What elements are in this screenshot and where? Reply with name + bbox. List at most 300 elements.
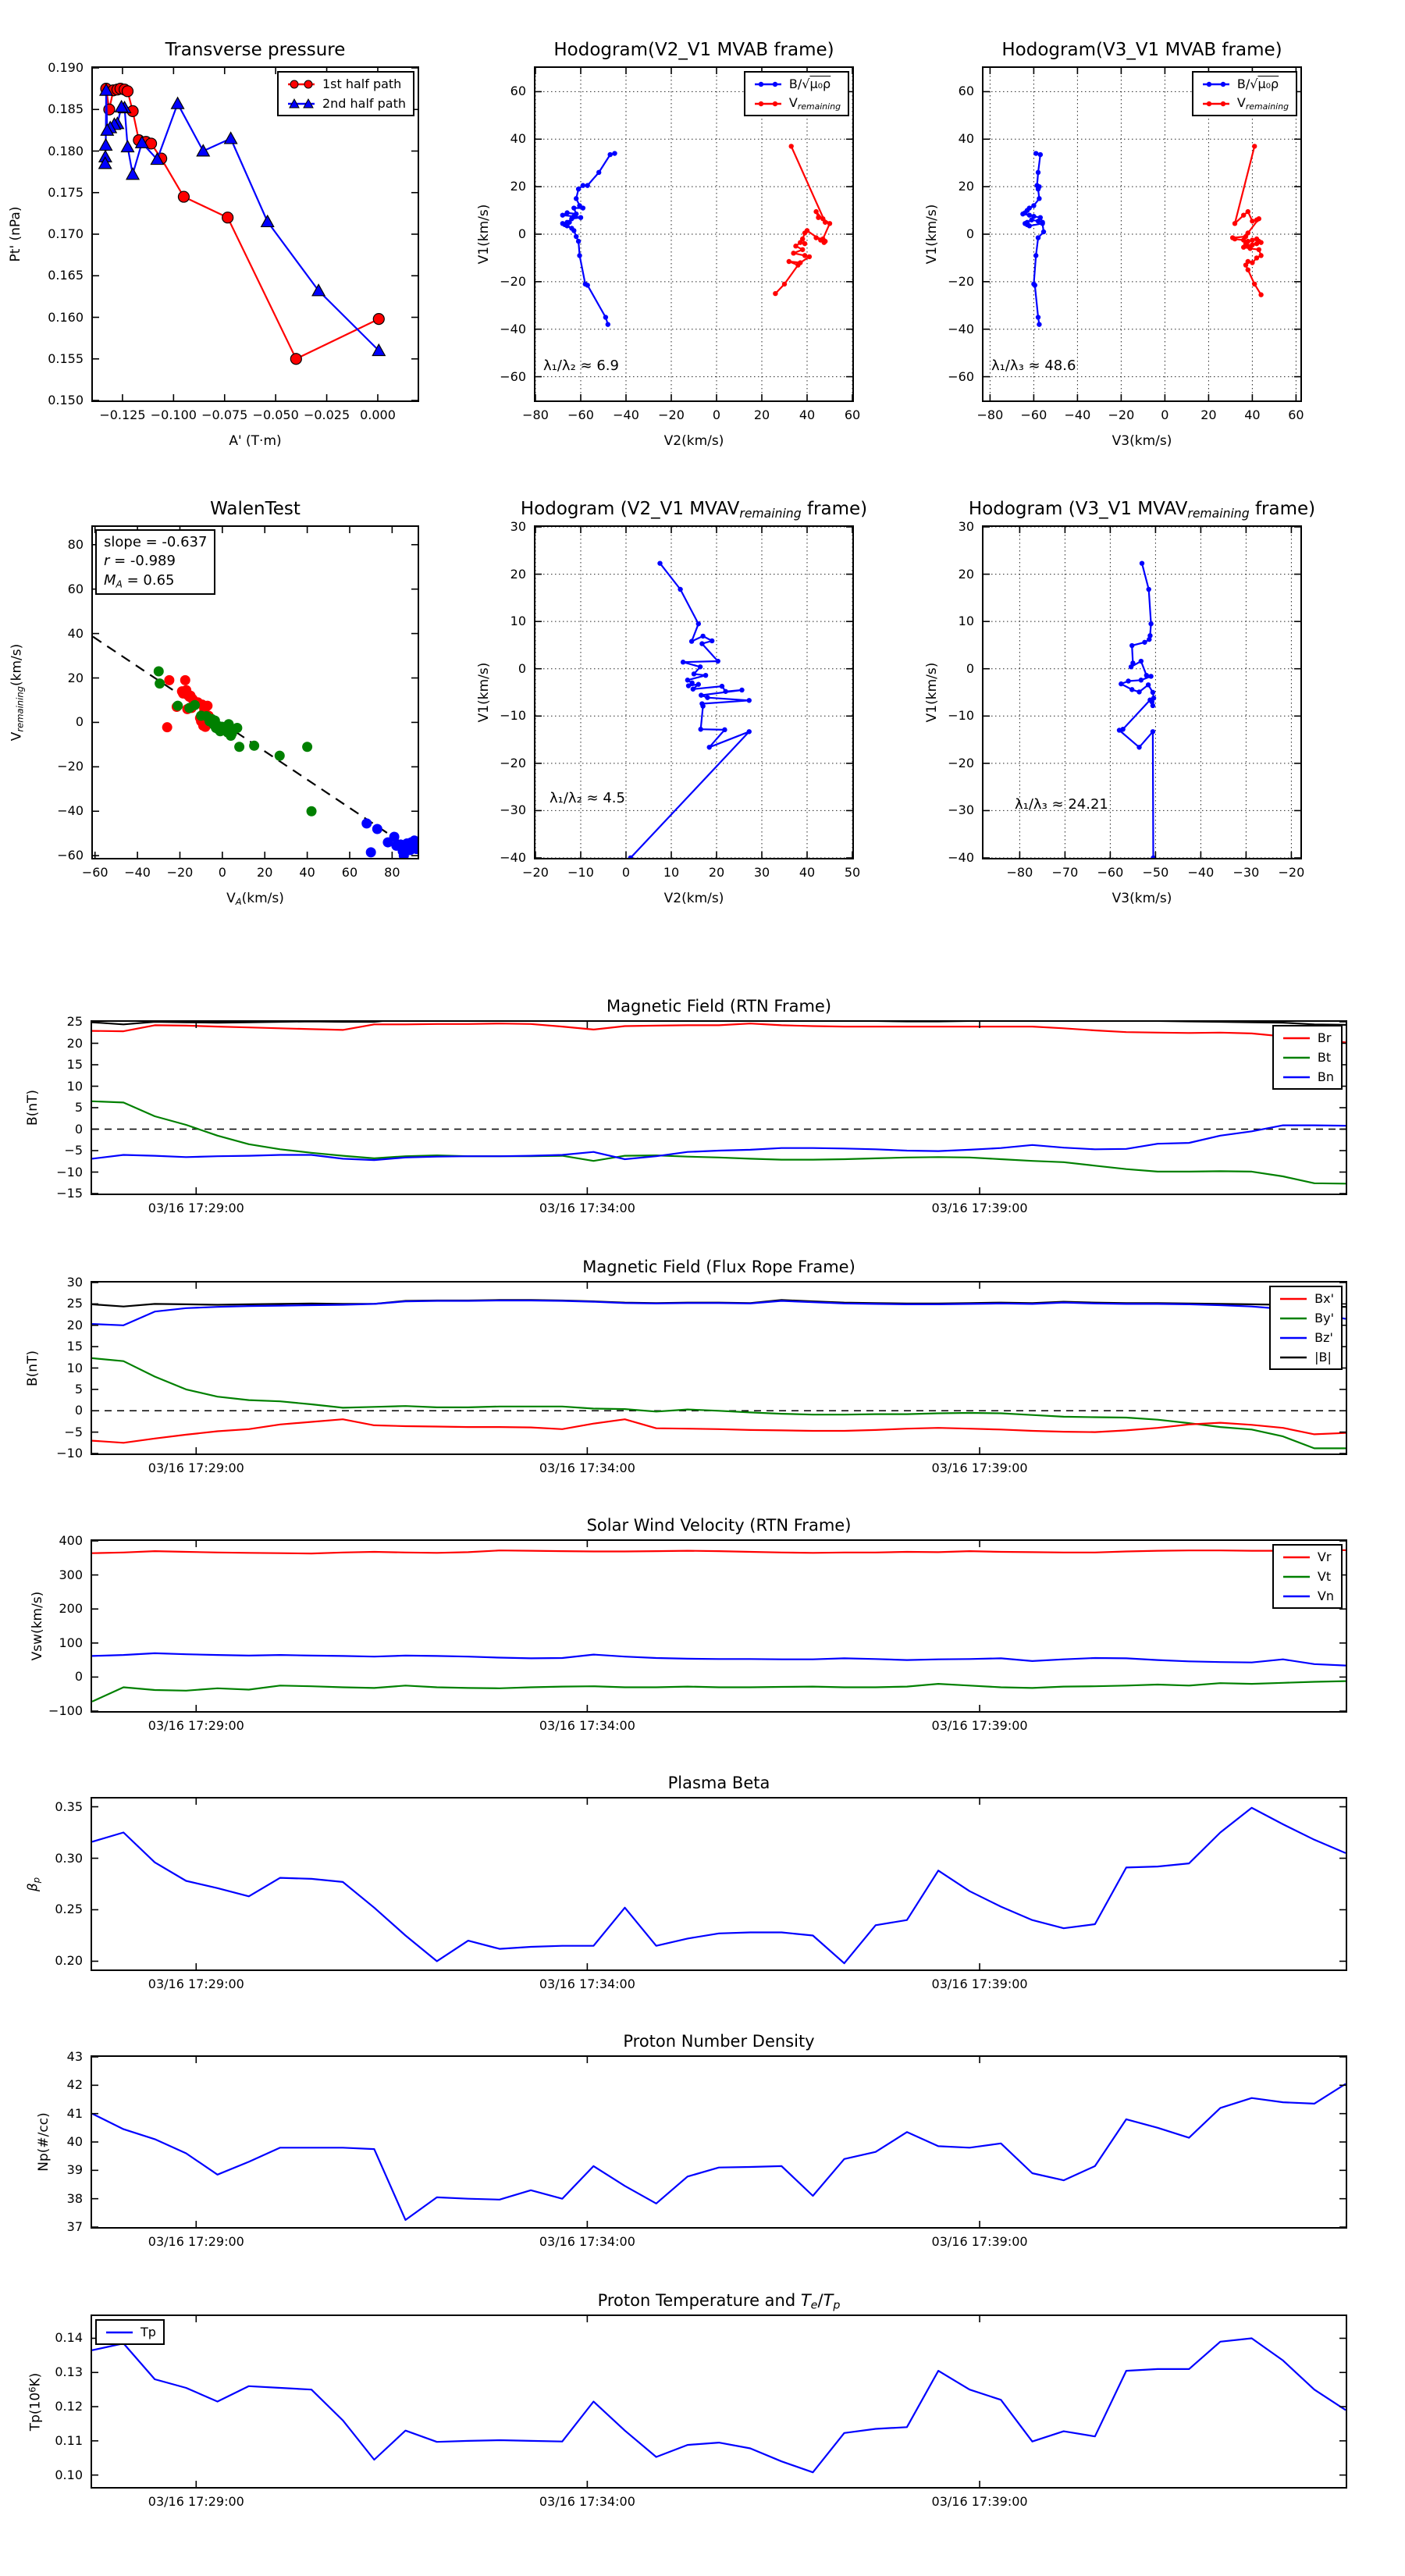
- x-tick-label: 03/16 17:29:00: [148, 2234, 244, 2249]
- y-tick-label: 37: [66, 2219, 83, 2234]
- x-tick-label: 03/16 17:39:00: [931, 2234, 1028, 2249]
- plot-magnetic-field-flux-rope: [92, 1283, 1346, 1453]
- legend-hodogram-v3v1-mvab: [1192, 71, 1297, 116]
- x-tick-label: −20: [1108, 407, 1135, 422]
- legend-sample: [1281, 1070, 1312, 1084]
- text-segment: μ₀ρ: [809, 76, 831, 91]
- y-tick-label: 0.180: [48, 143, 84, 158]
- y-tick-label: −40: [500, 321, 526, 336]
- y-tick-label: 42: [66, 2077, 83, 2093]
- y-tick-label: 0.160: [48, 309, 84, 325]
- text-segment: A: [116, 578, 123, 590]
- y-axis-label-hodogram-v3v1-mvab: V1(km/s): [924, 204, 940, 265]
- legend-item: [104, 2322, 156, 2342]
- y-tick-label: 0.11: [55, 2432, 83, 2448]
- y-tick-label: −20: [948, 273, 974, 289]
- legend-sample: [1200, 77, 1232, 91]
- x-tick-label: 03/16 17:34:00: [539, 1976, 635, 1991]
- y-tick-label: −20: [500, 273, 526, 289]
- x-tick-label: 30: [753, 865, 770, 880]
- legend-item: [752, 74, 841, 94]
- y-tick-label: 0.25: [55, 1902, 83, 1917]
- text-segment: 6: [27, 2386, 38, 2393]
- y-tick-label: 0.20: [55, 1953, 83, 1969]
- legend-sample: [1278, 1311, 1309, 1325]
- x-tick-label: −80: [522, 407, 549, 422]
- text-segment: μ₀ρ: [1257, 76, 1279, 91]
- x-tick-label: 03/16 17:34:00: [539, 2234, 635, 2249]
- x-tick-label: −30: [1232, 865, 1260, 880]
- y-tick-label: −60: [948, 368, 974, 384]
- legend-item: [1281, 1028, 1334, 1048]
- text-segment: r: [104, 553, 110, 570]
- legend-item: [286, 74, 406, 94]
- y-tick-label: 15: [66, 1339, 83, 1354]
- series-tp: [92, 2339, 1346, 2473]
- legend-sample: [286, 97, 317, 111]
- y-tick-label: −40: [500, 850, 526, 865]
- x-tick-label: −0.075: [201, 407, 248, 422]
- series-v-path: [631, 564, 749, 858]
- x-tick-label: 03/16 17:39:00: [931, 1461, 1028, 1475]
- x-tick-label: −0.125: [99, 407, 146, 422]
- y-tick-label: 15: [66, 1057, 83, 1072]
- text-segment: A: [235, 896, 242, 908]
- x-tick-label: 03/16 17:34:00: [539, 1461, 635, 1475]
- y-tick-label: 60: [510, 84, 526, 99]
- x-tick-label: 10: [663, 865, 680, 880]
- legend-label: [789, 95, 841, 112]
- y-tick-label: 0.175: [48, 184, 84, 200]
- title-magnetic-field-rtn: Magnetic Field (RTN Frame): [606, 997, 832, 1016]
- x-tick-label: 03/16 17:39:00: [931, 1718, 1028, 1733]
- y-tick-label: −10: [56, 1164, 83, 1179]
- y-tick-label: 10: [510, 614, 526, 629]
- y-tick-label: 80: [67, 536, 84, 552]
- text-segment: β: [25, 1882, 41, 1891]
- text-segment: /: [817, 2291, 823, 2310]
- legend-label: 1st half path: [322, 76, 402, 91]
- legend-sample: [1281, 1031, 1312, 1045]
- legend-sample: [752, 97, 784, 111]
- text-segment: Proton Temperature and: [597, 2291, 801, 2310]
- text-segment: Tp(10: [27, 2392, 44, 2431]
- axes-hodogram-v2v1-mvab: [534, 66, 854, 402]
- x-tick-label: 50: [844, 865, 861, 880]
- y-tick-label: 40: [67, 625, 84, 641]
- series-b-field-path: [1023, 154, 1044, 325]
- legend-sample: [1281, 1051, 1312, 1065]
- legend-solar-wind-velocity: [1272, 1544, 1343, 1609]
- text-segment: Hodogram (V3_V1 MVAV: [968, 499, 1188, 519]
- x-tick-label: 40: [799, 865, 816, 880]
- x-tick-label: −0.050: [252, 407, 299, 422]
- legend-label: [1237, 76, 1279, 91]
- text-segment: p: [30, 1877, 42, 1883]
- y-tick-label: 100: [59, 1635, 83, 1650]
- text-segment: V: [9, 731, 25, 742]
- stats-box: [95, 529, 215, 595]
- title-proton-temperature: [28, 2291, 1405, 2312]
- legend-proton-temperature: [95, 2319, 165, 2345]
- title-walen-test: WalenTest: [210, 499, 301, 519]
- plot-magnetic-field-rtn: [92, 1022, 1346, 1194]
- y-tick-label: 30: [958, 519, 974, 534]
- y-axis-label-proton-temperature: [27, 2372, 43, 2431]
- x-tick-label: −50: [1142, 865, 1169, 880]
- legend-item: [286, 94, 406, 113]
- y-tick-label: −10: [948, 708, 974, 724]
- series-b-field-path: [563, 154, 615, 325]
- legend-label: Bz': [1314, 1330, 1333, 1345]
- text-segment: = -0.989: [109, 553, 176, 570]
- text-segment: V: [1236, 95, 1246, 111]
- title-hodogram-v3v1-mvav: [919, 499, 1364, 521]
- text-segment: M: [104, 571, 116, 589]
- y-axis-label-hodogram-v3v1-mvav: V1(km/s): [924, 662, 940, 723]
- y-axis-label-magnetic-field-rtn: B(nT): [25, 1089, 41, 1126]
- y-tick-label: 40: [66, 2134, 83, 2149]
- x-tick-label: 03/16 17:34:00: [539, 2494, 635, 2509]
- x-tick-label: 03/16 17:39:00: [931, 1201, 1028, 1215]
- x-tick-label: 03/16 17:34:00: [539, 1718, 635, 1733]
- y-tick-label: 60: [958, 84, 974, 99]
- text-segment: remaining: [1245, 101, 1289, 112]
- y-axis-label-hodogram-v2v1-mvab: V1(km/s): [476, 204, 492, 265]
- x-tick-label: 60: [1288, 407, 1304, 422]
- plot-hodogram-v2v1-mvav: [535, 527, 852, 858]
- title-plasma-beta: Plasma Beta: [667, 1774, 770, 1792]
- legend-item: [1200, 74, 1289, 94]
- legend-sample: [1281, 1589, 1312, 1603]
- y-tick-label: 41: [66, 2105, 83, 2121]
- x-tick-label: −20: [522, 865, 549, 880]
- text-segment: Hodogram (V2_V1 MVAV: [520, 499, 740, 519]
- y-tick-label: 0.35: [55, 1799, 83, 1814]
- plot-hodogram-v2v1-mvab: [535, 68, 852, 400]
- x-tick-label: −80: [976, 407, 1004, 422]
- stats-line: slope = -0.637: [104, 534, 208, 550]
- x-tick-label: 20: [1200, 407, 1217, 422]
- axes-proton-temperature: [91, 2314, 1347, 2489]
- legend-item: [1278, 1308, 1334, 1328]
- series-vn: [92, 1653, 1346, 1666]
- y-tick-label: 0: [75, 714, 84, 730]
- axes-magnetic-field-flux-rope: [91, 1281, 1347, 1455]
- y-tick-label: −60: [500, 368, 526, 384]
- legend-label: Tp: [140, 2325, 156, 2339]
- y-tick-label: 25: [66, 1296, 83, 1311]
- text-segment: frame): [1249, 499, 1316, 519]
- x-tick-label: −0.025: [303, 407, 350, 422]
- text-segment: remaining: [797, 101, 841, 112]
- x-tick-label: −20: [166, 865, 194, 880]
- y-tick-label: −60: [57, 848, 84, 863]
- x-tick-label: 03/16 17:29:00: [148, 1461, 244, 1475]
- y-tick-label: −40: [57, 803, 84, 819]
- text-segment: (km/s): [9, 643, 25, 687]
- x-tick-label: 60: [844, 407, 861, 422]
- legend-item: [1278, 1347, 1334, 1367]
- x-tick-label: −60: [81, 865, 108, 880]
- title-transverse-pressure: Transverse pressure: [165, 40, 346, 60]
- y-tick-label: 10: [958, 614, 974, 629]
- legend-item: [752, 94, 841, 113]
- x-tick-label: −40: [1187, 865, 1215, 880]
- y-tick-label: 25: [66, 1014, 83, 1029]
- y-tick-label: 0: [518, 226, 526, 241]
- legend-label: By': [1314, 1311, 1334, 1325]
- x-tick-label: 60: [341, 865, 358, 880]
- legend-sample: [1200, 97, 1232, 111]
- legend-item: [1278, 1328, 1334, 1347]
- title-magnetic-field-flux-rope: Magnetic Field (Flux Rope Frame): [582, 1258, 855, 1276]
- x-tick-label: −40: [124, 865, 151, 880]
- x-axis-label-walen-test: [91, 891, 419, 907]
- legend-magnetic-field-rtn: [1272, 1025, 1343, 1090]
- title-hodogram-v2v1-mvav: [471, 499, 916, 521]
- y-axis-label-solar-wind-velocity: Vsw(km/s): [30, 1591, 45, 1661]
- y-tick-label: 20: [67, 670, 84, 685]
- legend-item: [1281, 1067, 1334, 1087]
- legend-sample: [1278, 1292, 1309, 1306]
- y-tick-label: 400: [59, 1533, 83, 1548]
- axes-walen-test: [91, 525, 419, 859]
- x-tick-label: 0: [712, 407, 721, 422]
- x-tick-label: 20: [257, 865, 273, 880]
- y-tick-label: 0: [966, 660, 974, 676]
- x-tick-label: 03/16 17:39:00: [931, 1976, 1028, 1991]
- annotation-hodogram-v3v1-mvab: λ₁/λ₃ ≈ 48.6: [991, 358, 1076, 374]
- text-segment: = 0.65: [122, 571, 175, 589]
- x-tick-label: 20: [753, 407, 770, 422]
- title-proton-number-density: Proton Number Density: [623, 2032, 815, 2051]
- y-tick-label: 0: [518, 660, 526, 676]
- y-tick-label: 0: [74, 1669, 83, 1685]
- title-solar-wind-velocity: Solar Wind Velocity (RTN Frame): [586, 1516, 852, 1535]
- y-tick-label: 0.150: [48, 393, 84, 407]
- axes-plasma-beta: [91, 1797, 1347, 1971]
- series-second-half-path: [105, 91, 379, 350]
- legend-label: |B|: [1314, 1350, 1332, 1364]
- y-tick-label: −5: [64, 1143, 83, 1158]
- x-tick-label: 0: [1161, 407, 1169, 422]
- y-tick-label: 0.185: [48, 101, 84, 117]
- y-axis-label-transverse-pressure: Pt' (nPa): [8, 206, 23, 262]
- y-tick-label: 30: [510, 519, 526, 534]
- x-tick-label: 0.000: [360, 407, 396, 422]
- y-tick-label: −30: [948, 802, 974, 818]
- series-beta: [92, 1808, 1346, 1963]
- y-tick-label: −10: [56, 1446, 83, 1461]
- x-tick-label: 20: [708, 865, 725, 880]
- x-tick-label: 03/16 17:29:00: [148, 2494, 244, 2509]
- series-first-half-path: [106, 89, 379, 359]
- y-axis-label-plasma-beta: [25, 1877, 41, 1891]
- text-segment: K): [27, 2372, 44, 2386]
- plot-transverse-pressure: [93, 68, 418, 400]
- axes-magnetic-field-rtn: [91, 1020, 1347, 1195]
- annotation-hodogram-v2v1-mvav: λ₁/λ₂ ≈ 4.5: [550, 790, 625, 806]
- legend-item: [1281, 1547, 1334, 1567]
- annotation-hodogram-v3v1-mvav: λ₁/λ₃ ≈ 24.21: [1015, 796, 1108, 813]
- x-tick-label: 0: [218, 865, 226, 880]
- x-tick-label: 80: [384, 865, 400, 880]
- x-tick-label: −60: [567, 407, 594, 422]
- y-tick-label: −15: [56, 1186, 83, 1201]
- y-tick-label: 39: [66, 2162, 83, 2178]
- series-bn: [92, 1126, 1346, 1161]
- y-tick-label: 0: [74, 1121, 83, 1137]
- x-tick-label: 03/16 17:29:00: [148, 1201, 244, 1215]
- series-bx-prime: [92, 1419, 1346, 1443]
- y-tick-label: 20: [66, 1035, 83, 1051]
- legend-sample: [752, 77, 784, 91]
- y-tick-label: 60: [67, 581, 84, 596]
- y-axis-label-hodogram-v2v1-mvav: V1(km/s): [476, 662, 492, 723]
- text-segment: remaining: [739, 506, 802, 521]
- legend-label: Vn: [1317, 1589, 1334, 1603]
- legend-label: Bt: [1317, 1050, 1332, 1065]
- y-tick-label: −20: [57, 759, 84, 774]
- y-tick-label: 0: [966, 226, 974, 241]
- y-tick-label: 43: [66, 2049, 83, 2064]
- x-tick-label: 03/16 17:29:00: [148, 1718, 244, 1733]
- x-axis-label-transverse-pressure: A' (T·m): [229, 433, 282, 449]
- x-tick-label: 03/16 17:29:00: [148, 1976, 244, 1991]
- y-tick-label: 200: [59, 1601, 83, 1617]
- x-tick-label: 03/16 17:39:00: [931, 2494, 1028, 2509]
- legend-sample: [104, 2325, 135, 2339]
- series-v-path: [1119, 564, 1154, 858]
- y-tick-label: 0.190: [48, 60, 84, 75]
- y-tick-label: 5: [74, 1381, 83, 1397]
- x-tick-label: −40: [613, 407, 639, 422]
- y-tick-label: 10: [66, 1360, 83, 1375]
- title-hodogram-v3v1-mvab: Hodogram(V3_V1 MVAB frame): [1001, 40, 1282, 60]
- x-tick-label: 40: [799, 407, 816, 422]
- y-tick-label: 30: [66, 1275, 83, 1290]
- legend-sample: [1278, 1350, 1309, 1364]
- y-tick-label: 0.165: [48, 268, 84, 283]
- x-axis-label-hodogram-v3v1-mvab: V3(km/s): [1112, 433, 1172, 449]
- y-tick-label: 0: [74, 1403, 83, 1418]
- x-tick-label: −80: [1006, 865, 1033, 880]
- legend-label: Br: [1317, 1030, 1332, 1045]
- y-tick-label: 300: [59, 1567, 83, 1582]
- title-hodogram-v2v1-mvab: Hodogram(V2_V1 MVAB frame): [553, 40, 834, 60]
- y-tick-label: −20: [948, 755, 974, 770]
- legend-label: [1237, 95, 1289, 112]
- series-np: [92, 2084, 1346, 2220]
- y-tick-label: 0.13: [55, 2364, 83, 2380]
- stats-line: [104, 552, 207, 571]
- y-tick-label: 40: [958, 131, 974, 147]
- y-tick-label: 20: [66, 1317, 83, 1332]
- text-segment: B/√: [1236, 76, 1258, 91]
- plot-solar-wind-velocity: [92, 1541, 1346, 1711]
- legend-item: [1200, 94, 1289, 113]
- legend-sample: [1278, 1331, 1309, 1345]
- y-tick-label: 0.12: [55, 2399, 83, 2414]
- text-segment: T: [823, 2291, 834, 2310]
- x-axis-label-hodogram-v2v1-mvab: V2(km/s): [663, 433, 724, 449]
- axes-solar-wind-velocity: [91, 1539, 1347, 1713]
- y-tick-label: 20: [958, 179, 974, 194]
- legend-item: [1281, 1586, 1334, 1606]
- y-tick-label: 0.10: [55, 2467, 83, 2482]
- x-tick-label: −0.100: [150, 407, 197, 422]
- legend-hodogram-v2v1-mvab: [744, 71, 849, 116]
- y-tick-label: −100: [48, 1703, 83, 1718]
- y-tick-label: 20: [510, 179, 526, 194]
- series-br: [92, 1023, 1346, 1042]
- axes-proton-number-density: [91, 2055, 1347, 2229]
- text-segment: V: [226, 891, 236, 906]
- series-by-prime: [92, 1358, 1346, 1449]
- legend-label: [789, 76, 831, 91]
- legend-label: Vr: [1317, 1550, 1332, 1564]
- y-tick-label: −40: [948, 850, 974, 865]
- legend-transverse-pressure: [277, 71, 414, 116]
- x-axis-label-hodogram-v2v1-mvav: V2(km/s): [663, 891, 724, 906]
- x-tick-label: −10: [567, 865, 594, 880]
- legend-label: Vt: [1317, 1569, 1332, 1584]
- plot-plasma-beta: [92, 1799, 1346, 1969]
- y-axis-label-magnetic-field-flux-rope: B(nT): [25, 1350, 41, 1386]
- y-tick-label: 0.14: [55, 2330, 83, 2346]
- x-tick-label: 0: [621, 865, 631, 880]
- text-segment: e: [810, 2299, 818, 2312]
- text-segment: frame): [801, 499, 868, 519]
- x-tick-label: −20: [1278, 865, 1305, 880]
- y-tick-label: 40: [510, 131, 526, 147]
- y-axis-label-walen-test: [9, 644, 25, 741]
- stats-line: [104, 571, 207, 591]
- y-tick-label: −5: [64, 1424, 83, 1439]
- y-tick-label: 20: [510, 566, 526, 582]
- y-tick-label: 0.155: [48, 350, 84, 366]
- legend-label: 2nd half path: [322, 96, 406, 111]
- plot-hodogram-v3v1-mvab: [984, 68, 1300, 400]
- x-tick-label: −20: [658, 407, 685, 422]
- series-bt: [92, 1101, 1346, 1184]
- legend-label: Bx': [1314, 1291, 1334, 1306]
- x-tick-label: −60: [1020, 407, 1048, 422]
- y-tick-label: −40: [948, 321, 974, 336]
- text-segment: p: [833, 2299, 841, 2312]
- plot-proton-temperature: [92, 2316, 1346, 2487]
- legend-item: [1281, 1048, 1334, 1067]
- text-segment: remaining: [14, 686, 26, 732]
- plot-proton-number-density: [92, 2057, 1346, 2227]
- legend-sample: [286, 77, 317, 91]
- legend-label: Bn: [1317, 1069, 1334, 1084]
- y-tick-label: 5: [74, 1100, 83, 1115]
- x-tick-label: 40: [1244, 407, 1261, 422]
- annotation-hodogram-v2v1-mvab: λ₁/λ₂ ≈ 6.9: [543, 358, 619, 374]
- legend-item: [1281, 1567, 1334, 1586]
- y-tick-label: 10: [66, 1078, 83, 1094]
- text-segment: (km/s): [241, 891, 284, 906]
- series-vt: [92, 1681, 1346, 1702]
- series-vr: [92, 1550, 1346, 1553]
- y-tick-label: −20: [500, 755, 526, 770]
- x-tick-label: 03/16 17:34:00: [539, 1201, 635, 1215]
- y-tick-label: 20: [958, 566, 974, 582]
- x-tick-label: −70: [1051, 865, 1079, 880]
- x-tick-label: −40: [1064, 407, 1091, 422]
